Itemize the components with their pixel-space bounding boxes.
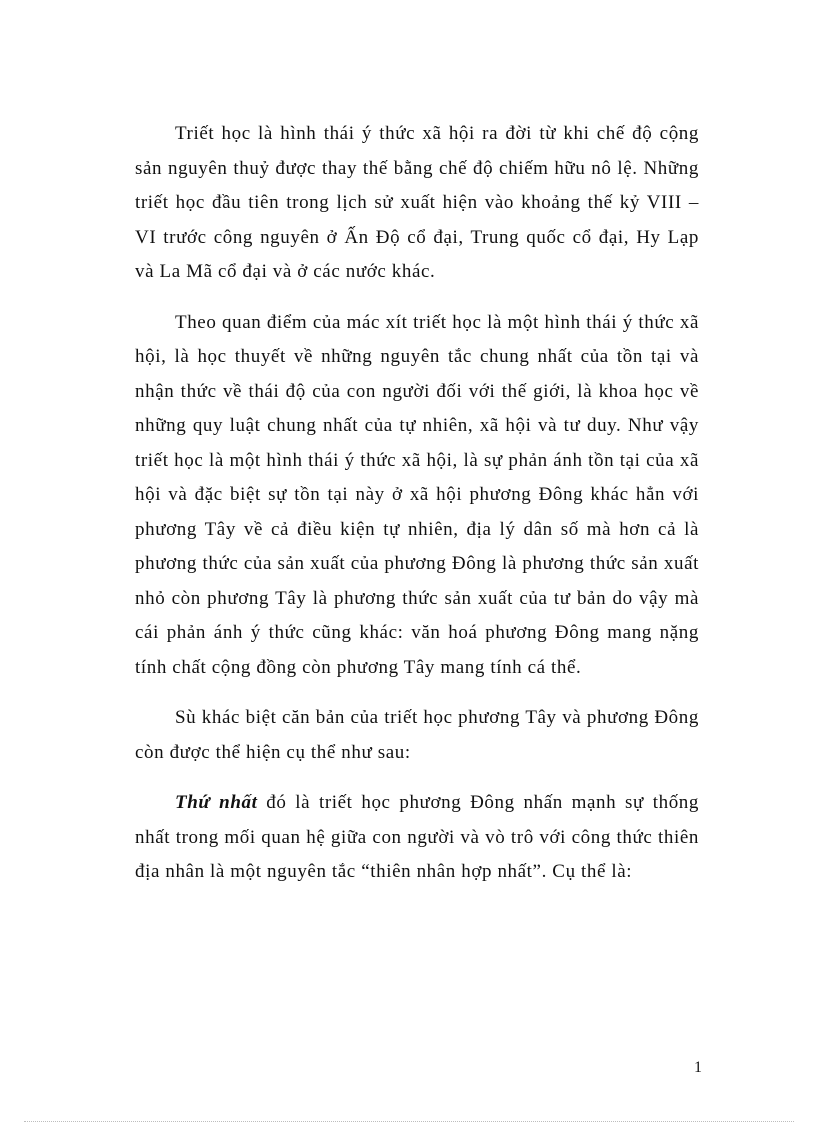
paragraph-first-point [135, 786, 699, 890]
first-point-label: Thứ nhất [175, 792, 258, 813]
page-bottom-divider [24, 1121, 794, 1122]
paragraph-differences: Sù khác biệt căn bản của triết học phương Tây và phương Đông còn được thể hiện cụ thể như sau: [135, 707, 699, 763]
paragraph-marxist-view: Theo quan điểm của mác xít triết học là một hình thái ý thức xã hội, là học thuyết về những nguyên tắc chung nhất của tồn tại và nhận thức về thái độ của con người đối với thế giới, là khoa học về những quy luật chung nhất của tự nhiên, xã hội và tư duy. Như vậy triết học là một hình thái ý thức xã hội, là sự phản ánh tồn tại của xã hội và đặc biệt sự tồn tại này ở xã hội phương Đông khác hẳn với phương Tây về cả điều kiện tự nhiên, địa lý dân số mà hơn cả là phương thức của sản xuất của phương Đông là phương thức sản xuất nhỏ còn phương Tây là phương thức sản xuất của tư bản do vậy mà cái phản ánh ý thức cũng khác: văn hoá phương Đông mang nặng tính chất cộng đồng còn phương Tây mang tính cá thể. [135, 311, 699, 678]
first-point-text: đó là triết học phương Đông nhấn mạnh sự thống nhất trong mối quan hệ giữa con người và vò trô với công thức thiên địa nhân là một nguyên tắc “thiên nhân hợp nhất”. Cụ thể là: [135, 792, 699, 882]
paragraph-intro: Triết học là hình thái ý thức xã hội ra đời từ khi chế độ cộng sản nguyên thuỷ được thay thế bằng chế độ chiếm hữu nô lệ. Những triết học đầu tiên trong lịch sử xuất hiện vào khoảng thế kỷ VIII – VI trước công nguyên ở Ấn Độ cổ đại, Trung quốc cổ đại, Hy Lạp và La Mã cổ đại và ở các nước khác. [135, 123, 699, 282]
page-number: 1 [694, 1059, 702, 1076]
body-text [135, 117, 699, 906]
